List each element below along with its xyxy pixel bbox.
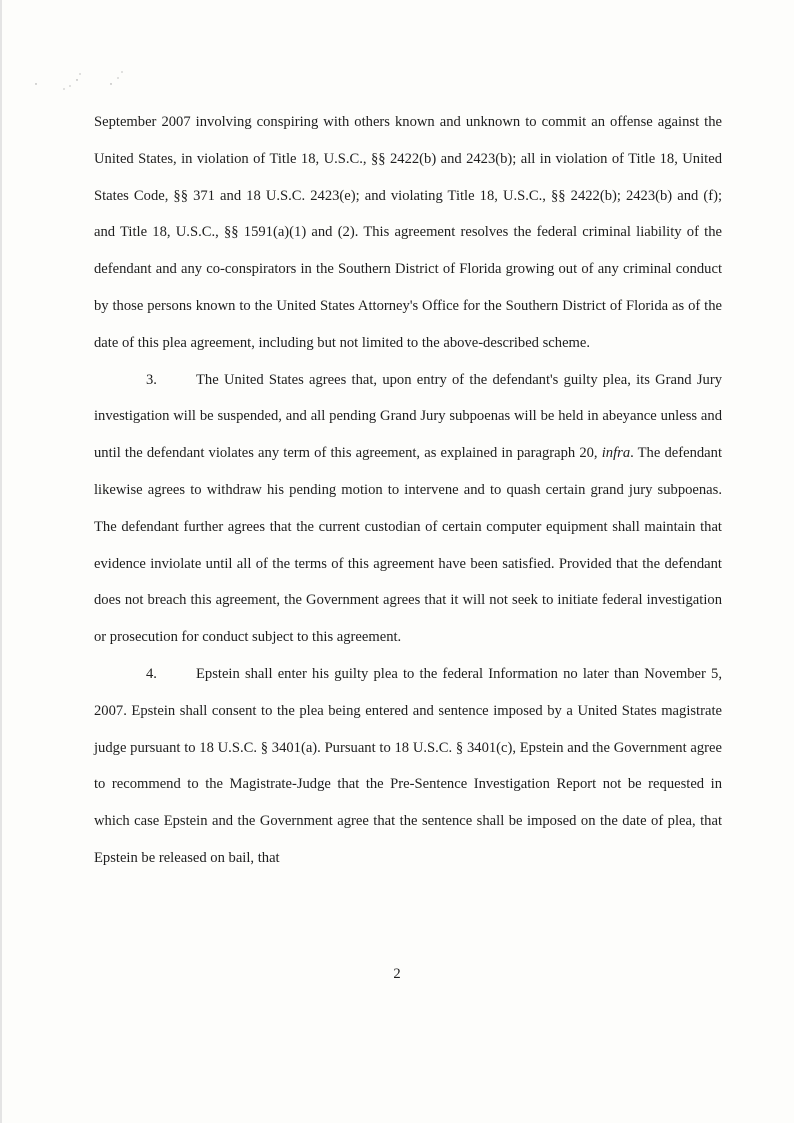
page-number: 2: [393, 966, 401, 982]
paragraph-4-number: 4.: [146, 665, 157, 682]
left-edge-shadow: [0, 0, 2, 1123]
paragraph-3-number: 3.: [146, 371, 157, 388]
scan-speckles: [35, 71, 122, 89]
paragraph-3: [94, 362, 722, 656]
paragraph-3-text-b: . The defendant likewise agrees to withdraw his pending motion to intervene and to quash certain grand jury subpoenas. The defendant further agrees that the current custodian of certain computer equipment shall maintain that evidence inviolate until all of the terms of this agreement have been satisfied. Provided that the defendant does not breach this agreement, the Government agrees that it will not seek to initiate federal investigation or prosecution for conduct subject to this agreement.: [94, 445, 723, 646]
paragraph-3-text-a: The United States agrees that, upon entry of the defendant's guilty plea, its Grand Jury investigation will be suspended, and all pending Grand Jury subpoenas will be held in abeyance unless and until the defendant violates any term of this agreement, as explained in paragraph 20,: [94, 371, 722, 462]
paragraph-4-text: Epstein shall enter his guilty plea to the federal Information no later than November 5, 2007. Epstein shall consent to the plea being entered and sentence imposed by a United States magistrate judge pursuant to 18 U.S.C. § 3401(a). Pursuant to 18 U.S.C. § 3401(c), Epstein and the Government agree to recommend to the Magistrate-Judge that the Pre-Sentence Investigation Report not be requested in which case Epstein and the Government agree that the sentence shall be imposed on the date of plea, that Epstein be released on bail, that: [94, 665, 722, 866]
paragraph-4: [94, 656, 722, 877]
paragraph-3-italic: infra: [601, 445, 631, 462]
paragraph-continued: September 2007 involving conspiring with others known and unknown to commit an offense against the United States, in violation of Title 18, U.S.C., §§ 2422(b) and 2423(b); all in violation of Title 18, United States Code, §§ 371 and 18 U.S.C. 2423(e); and violating Title 18, U.S.C., §§ 2422(b); 2423(b) and (f); and Title 18, U.S.C., §§ 1591(a)(1) and (2). This agreement resolves the federal criminal liability of the defendant and any co-conspirators in the Southern District of Florida growing out of any criminal conduct by those persons known to the United States Attorney's Office for the Southern District of Florida as of the date of this plea agreement, including but not limited to the above-described scheme.: [94, 114, 722, 351]
document-body: [94, 104, 722, 877]
